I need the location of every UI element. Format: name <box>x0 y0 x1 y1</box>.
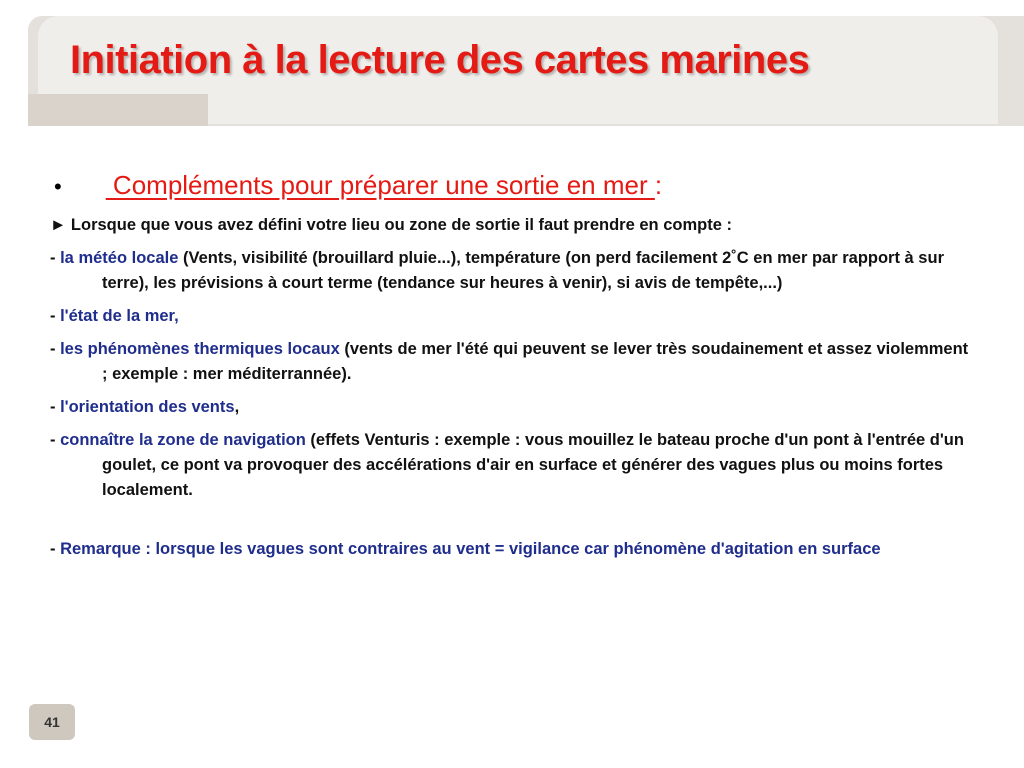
item-label: la météo locale <box>60 249 179 267</box>
remark <box>50 537 970 562</box>
item-text: (effets Venturis : exemple : vous mouillez le bateau proche d'un pont à l'entrée d'un goulet, ce pont va provoquer des accélérations d'air en surface et générer des vagues plus ou moins fortes localement. <box>102 431 964 499</box>
item-label: l'état de la mer, <box>60 307 179 325</box>
slide-title: Initiation à la lecture des cartes marines <box>70 38 810 82</box>
section-heading <box>54 170 970 201</box>
item-dash: - <box>50 398 61 416</box>
item-dash: - <box>50 431 61 449</box>
header-accent-tab <box>28 94 208 126</box>
item-dash: - <box>50 249 61 267</box>
list-item <box>50 395 970 420</box>
remark-text: Remarque : lorsque les vagues sont contraires au vent = vigilance car phénomène d'agitation en surface <box>60 540 881 558</box>
remark-dash: - <box>50 540 61 558</box>
bullet-icon: • <box>54 174 62 199</box>
intro-line: ► Lorsque que vous avez défini votre lieu ou zone de sortie il faut prendre en compte : <box>50 216 732 234</box>
list-item <box>50 304 970 329</box>
item-label: connaître la zone de navigation <box>60 431 306 449</box>
page-number-badge: 41 <box>29 704 75 740</box>
list-item <box>50 428 970 503</box>
item-dash: - <box>50 340 61 358</box>
section-heading-colon: : <box>654 170 663 200</box>
item-label: l'orientation des vents <box>60 398 235 416</box>
item-dash: - <box>50 307 61 325</box>
list-item <box>50 246 970 296</box>
list-item <box>50 337 970 387</box>
slide-content <box>50 170 970 562</box>
item-text: (vents de mer l'été qui peuvent se lever très soudainement et assez violemment ; exemple : mer méditerrannée). <box>102 340 969 383</box>
section-heading-text: Compléments pour préparer une sortie en mer <box>105 170 655 200</box>
item-label: les phénomènes thermiques locaux <box>60 340 340 358</box>
item-text: , <box>234 398 240 416</box>
item-text: (Vents, visibilité (brouillard pluie...), température (on perd facilement 2˚C en mer par rapport à sur terre), les prévisions à court terme (tendance sur heures à venir), si avis de tempête,...) <box>102 249 944 292</box>
